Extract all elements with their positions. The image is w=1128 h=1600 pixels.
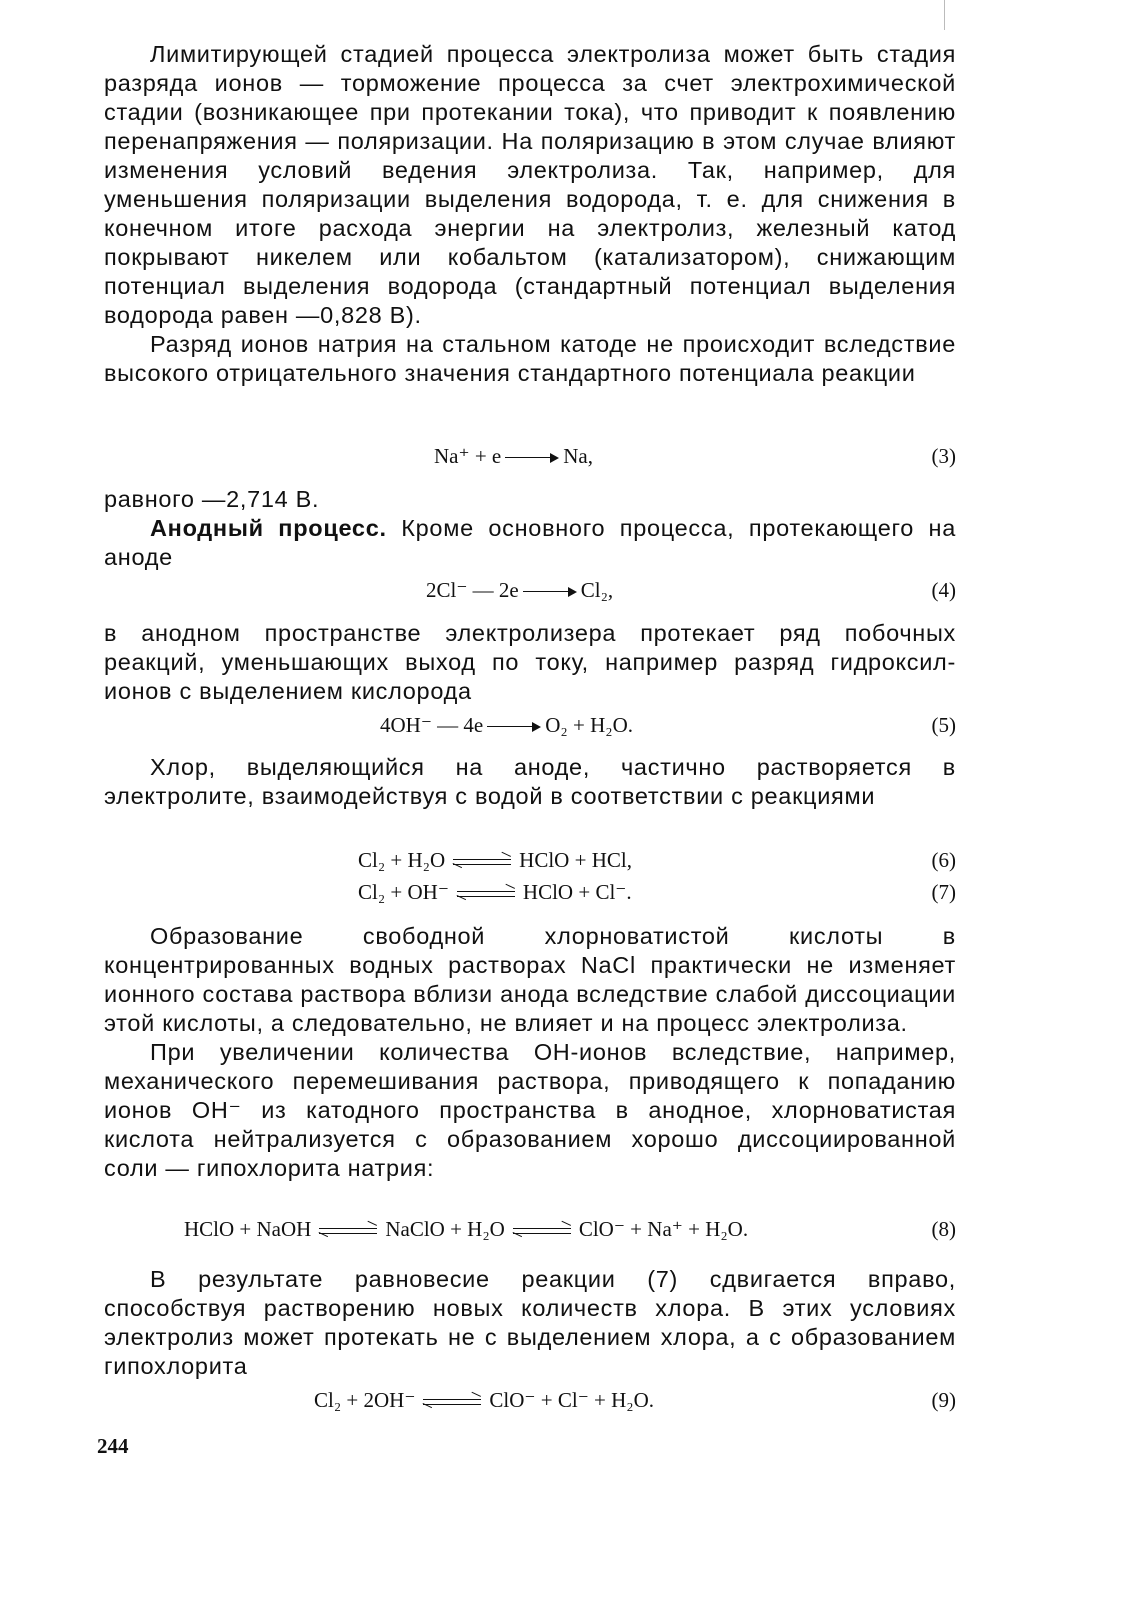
paragraph-8: При увеличении количества OH-ионов вследствие, например, механического перемешивания раствора, приводящего к попаданию ионов OH⁻ из катодного пространства в анодное, хлорноватистая кислота нейтрализуется с образованием хорошо диссоциированной соли — гипохлорита натрия: xyxy=(104,1039,956,1181)
text-block-3 xyxy=(104,619,956,706)
eq7-left: Cl₂ + OH⁻ xyxy=(358,880,449,904)
eq7-right: HClO + Cl⁻. xyxy=(522,880,632,904)
paragraph-4 xyxy=(104,514,956,572)
equilibrium-arrow-icon xyxy=(513,1225,571,1237)
eq9-number: (9) xyxy=(931,1388,956,1412)
eq4-right: Cl₂, xyxy=(580,578,614,602)
text-block-6 xyxy=(104,1265,956,1381)
equation-9 xyxy=(104,1388,956,1416)
paragraph-7: Образование свободной хлорноватистой кислоты в концентрированных водных растворах NaCl практически не изменяет ионного состава раствора вблизи анода вследствие слабой диссоциации этой кислоты, а следовательно, не влияет и на процесс электролиза. xyxy=(104,923,956,1036)
page-number: 244 xyxy=(97,1434,129,1458)
equation-8 xyxy=(104,1217,956,1245)
text-block-2 xyxy=(104,485,956,572)
paragraph-1: Лимитирующей стадией процесса электролиза может быть стадия разряда ионов — торможение процесса за счет электрохимической стадии (возникающее при протекании тока), что приводит к появлению перенапряжения — поляризации. На поляризацию в этом случае влияют изменения условий ведения электролиза. Так, например, для уменьшения поляризации выделения водорода, т. е. для снижения в конечном итоге расхода энергии на электролиз, железный катод покрывают никелем или кобальтом (катализатором), снижающим потенциал выделения водорода (стандартный потенциал выделения водорода равен —0,828 В). xyxy=(104,41,956,328)
equilibrium-arrow-icon xyxy=(319,1225,377,1237)
arrow-right-icon xyxy=(523,587,577,597)
text-block-1 xyxy=(104,40,956,388)
eq4-number: (4) xyxy=(931,578,956,602)
arrow-right-icon xyxy=(505,453,559,463)
eq8-number: (8) xyxy=(931,1217,956,1241)
eq5-right: O₂ + H₂O. xyxy=(545,713,633,737)
equilibrium-arrow-icon xyxy=(423,1396,481,1408)
eq8-middle: NaClO + H₂O xyxy=(385,1217,505,1241)
arrow-right-icon xyxy=(487,722,541,732)
paragraph-4-text: Кроме основного процесса, протекающего на аноде xyxy=(104,515,957,570)
eq8-right: ClO⁻ + Na⁺ + H₂O. xyxy=(578,1217,749,1241)
paragraph-3: равного —2,714 В. xyxy=(104,486,320,512)
scan-artifact xyxy=(944,0,945,30)
eq8-left: HClO + NaOH xyxy=(184,1217,312,1241)
eq6-right: HClO + HCl, xyxy=(519,848,632,872)
equation-4 xyxy=(104,578,956,606)
section-heading: Анодный процесс. xyxy=(150,515,387,541)
eq3-left: Na⁺ + e xyxy=(434,444,502,468)
equation-6 xyxy=(104,848,956,876)
equation-7 xyxy=(104,880,956,908)
equation-3 xyxy=(104,444,956,472)
equation-5 xyxy=(104,713,956,741)
paragraph-5: в анодном пространстве электролизера протекает ряд побочных реакций, уменьшающих выход по току, например разряд гидроксил-ионов с выделением кислорода xyxy=(104,620,956,704)
equilibrium-arrow-icon xyxy=(453,856,511,868)
eq5-left: 4OH⁻ — 4e xyxy=(380,713,484,737)
eq6-left: Cl₂ + H₂O xyxy=(358,848,446,872)
paragraph-6: Хлор, выделяющийся на аноде, частично растворяется в электролите, взаимодействуя с водой в соответствии с реакциями xyxy=(104,754,956,809)
equilibrium-arrow-icon xyxy=(457,888,515,900)
text-block-5 xyxy=(104,922,956,1183)
eq5-number: (5) xyxy=(931,713,956,737)
eq9-right: ClO⁻ + Cl⁻ + H₂O. xyxy=(489,1388,655,1412)
eq4-left: 2Cl⁻ — 2e xyxy=(426,578,519,602)
paragraph-9: В результате равновесие реакции (7) сдвигается вправо, способствуя растворению новых количеств хлора. В этих условиях электролиз может протекать не с выделением хлора, а с образованием гипохлорита xyxy=(104,1266,956,1379)
eq9-left: Cl₂ + 2OH⁻ xyxy=(314,1388,416,1412)
paragraph-2: Разряд ионов натрия на стальном катоде не происходит вследствие высокого отрицательного значения стандартного потенциала реакции xyxy=(104,331,956,386)
eq3-right: Na, xyxy=(563,444,593,468)
eq7-number: (7) xyxy=(931,880,956,904)
text-block-4 xyxy=(104,753,956,811)
eq6-number: (6) xyxy=(931,848,956,872)
eq3-number: (3) xyxy=(931,444,956,468)
